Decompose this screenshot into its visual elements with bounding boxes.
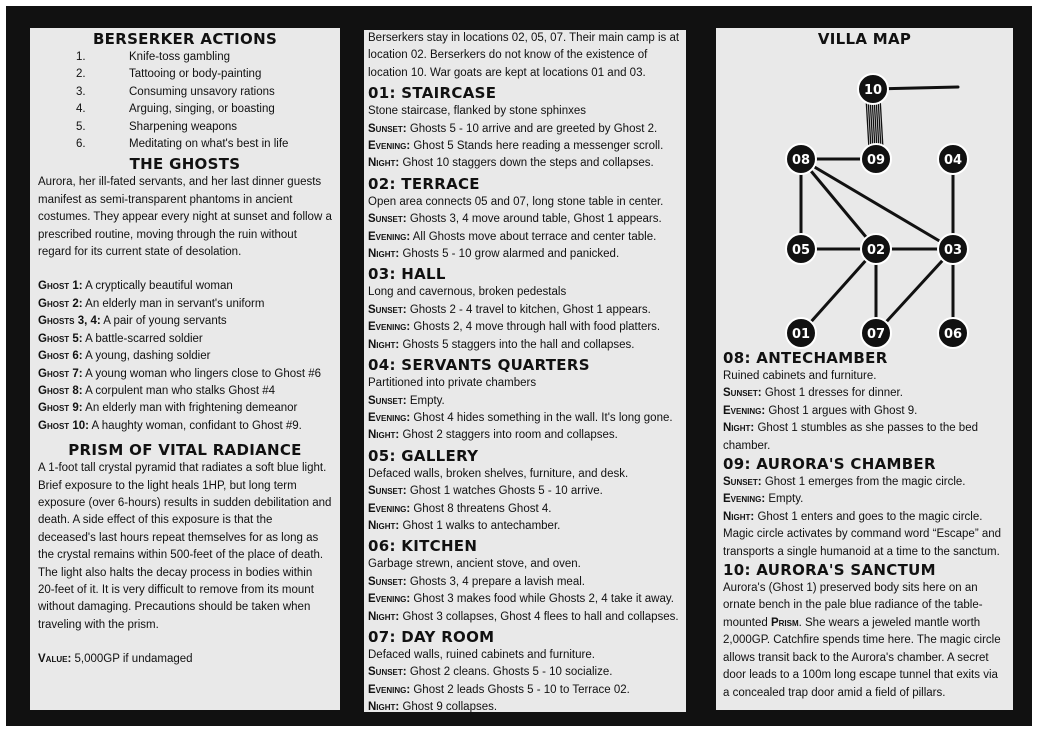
sunset-label: Sunset: bbox=[368, 575, 407, 588]
room-08-title: 08: ANTECHAMBER bbox=[723, 349, 888, 367]
ghost-label: Ghost 9: bbox=[38, 402, 83, 415]
night-label: Night: bbox=[368, 701, 400, 712]
action-item bbox=[76, 66, 332, 83]
action-number: 4. bbox=[76, 103, 86, 116]
ghost-label: Ghost 8: bbox=[38, 384, 83, 397]
room-list bbox=[368, 84, 682, 712]
room-entry bbox=[368, 356, 682, 445]
room-description: Defaced walls, broken shelves, furniture, and desk. bbox=[368, 467, 629, 480]
room-description: Open area connects 05 and 07, long stone table in center. bbox=[368, 195, 664, 208]
room-10-description bbox=[723, 580, 1006, 702]
room-10 bbox=[723, 561, 1006, 702]
night-text: Ghost 1 enters and goes to the magic circle. bbox=[754, 510, 983, 523]
room-sunset-line bbox=[368, 121, 682, 138]
room-entry bbox=[368, 447, 682, 536]
evening-label: Evening: bbox=[368, 502, 411, 515]
evening-label: Evening: bbox=[368, 230, 411, 243]
villa-map bbox=[723, 49, 1006, 349]
room-night-line bbox=[723, 509, 1006, 526]
prism-value bbox=[38, 651, 332, 668]
room-night-line bbox=[368, 609, 682, 626]
evening-label: Evening: bbox=[723, 404, 766, 417]
night-label: Night: bbox=[368, 610, 400, 623]
room-10-title: 10: AURORA'S SANCTUM bbox=[723, 561, 936, 580]
room-sunset-line bbox=[368, 664, 682, 681]
value-text: 5,000GP if undamaged bbox=[71, 653, 193, 666]
room-sunset-line bbox=[368, 302, 682, 319]
sunset-text: Ghost 2 cleans. Ghosts 5 - 10 socialize. bbox=[406, 666, 613, 679]
ghost-description: An elderly man in servant's uniform bbox=[82, 297, 265, 310]
sunset-text: Empty. bbox=[406, 394, 445, 407]
map-node-label: 04 bbox=[943, 153, 963, 168]
room-title: 04: SERVANTS QUARTERS bbox=[368, 356, 590, 375]
action-number: 3. bbox=[76, 85, 86, 98]
ghost-label: Ghost 6: bbox=[38, 350, 83, 363]
action-item bbox=[76, 136, 332, 153]
room-title: 06: KITCHEN bbox=[368, 537, 478, 556]
evening-label: Evening: bbox=[368, 411, 411, 424]
map-node-label: 01 bbox=[791, 327, 811, 342]
map-node-10 bbox=[858, 74, 888, 104]
ghost-description: A young, dashing soldier bbox=[82, 350, 211, 363]
room-night-line bbox=[368, 518, 682, 535]
night-text: Ghost 9 collapses. bbox=[399, 701, 498, 712]
evening-label: Evening: bbox=[723, 493, 766, 506]
evening-text: Ghost 5 Stands here reading a messenger scroll. bbox=[410, 140, 664, 153]
ghost-description: A haughty woman, confidant to Ghost #9. bbox=[88, 419, 302, 432]
ghost-description: A pair of young servants bbox=[100, 315, 227, 328]
action-text: Consuming unsavory rations bbox=[129, 85, 275, 98]
room-evening-line bbox=[368, 591, 682, 608]
prism-title: PRISM OF VITAL RADIANCE bbox=[68, 441, 302, 460]
ghost-label: Ghost 5: bbox=[38, 332, 83, 345]
room-08-description: Ruined cabinets and furniture. bbox=[723, 370, 877, 382]
map-node-03 bbox=[938, 234, 968, 264]
column-middle bbox=[364, 30, 686, 712]
evening-label: Evening: bbox=[368, 593, 411, 606]
ghost-entry bbox=[38, 313, 332, 330]
night-text: Ghosts 5 staggers into the hall and collapses. bbox=[399, 338, 635, 351]
room-description: Garbage strewn, ancient stove, and oven. bbox=[368, 558, 581, 571]
evening-text: Empty. bbox=[765, 493, 804, 506]
action-item bbox=[76, 84, 332, 101]
column-right bbox=[716, 28, 1013, 710]
ghost-label: Ghost 2: bbox=[38, 297, 83, 310]
room-entry bbox=[368, 175, 682, 264]
room-description: Long and cavernous, broken pedestals bbox=[368, 286, 567, 299]
room-title: 07: DAY ROOM bbox=[368, 627, 495, 646]
ghost-entry bbox=[38, 348, 332, 365]
map-node-label: 08 bbox=[791, 153, 811, 168]
berserker-actions-title: BERSERKER ACTIONS bbox=[92, 30, 278, 48]
action-item bbox=[76, 49, 332, 66]
map-node-02 bbox=[861, 234, 891, 264]
ghost-description: An elderly man with frightening demeanor bbox=[82, 402, 298, 415]
villa-map-title: VILLA MAP bbox=[817, 30, 912, 48]
room-sunset-line bbox=[368, 393, 682, 410]
sunset-text: Ghosts 3, 4 prepare a lavish meal. bbox=[406, 575, 585, 588]
room-night-line bbox=[368, 427, 682, 444]
ghost-label: Ghost 1: bbox=[38, 280, 83, 293]
room-night-line bbox=[368, 246, 682, 263]
room-10-prism-word: Prism bbox=[770, 616, 799, 629]
room-entry bbox=[368, 84, 682, 173]
room-description: Stone staircase, flanked by stone sphinxes bbox=[368, 105, 586, 118]
room-description: Defaced walls, ruined cabinets and furniture. bbox=[368, 648, 595, 661]
ghost-description: A battle-scarred soldier bbox=[82, 332, 203, 345]
ghost-label: Ghost 10: bbox=[38, 419, 89, 432]
sunset-label: Sunset: bbox=[368, 666, 407, 679]
room-entry bbox=[368, 265, 682, 354]
map-node-label: 05 bbox=[791, 243, 811, 258]
map-node-06 bbox=[938, 318, 968, 348]
ghosts-intro: Aurora, her ill-fated servants, and her last dinner guests manifest as semi-transparent phantoms in ancient costumes. They appear every night at sunset and follow a prescribed routine, moving through the ruin without regard for its current state of desolation. bbox=[38, 176, 332, 259]
evening-label: Evening: bbox=[368, 321, 411, 334]
sunset-label: Sunset: bbox=[723, 476, 762, 489]
evening-text: Ghost 2 leads Ghosts 5 - 10 to Terrace 02. bbox=[410, 683, 630, 696]
room-09-extra: Magic circle activates by command word “Escape” and transports a single humanoid at a time to the sanctum. bbox=[723, 528, 1002, 558]
room-sunset-line bbox=[368, 483, 682, 500]
berserker-locations-intro: Berserkers stay in locations 02, 05, 07. Their main camp is at location 02. Berserkers do not know of the existence of location 10. War goats are kept at locations 01 and 03. bbox=[368, 32, 680, 79]
evening-text: Ghosts 2, 4 move through hall with food platters. bbox=[410, 321, 661, 334]
map-node-09 bbox=[861, 144, 891, 174]
room-night-line bbox=[723, 420, 1006, 455]
sunset-text: Ghosts 5 - 10 arrive and are greeted by Ghost 2. bbox=[406, 122, 658, 135]
room-evening-line bbox=[368, 410, 682, 427]
night-label: Night: bbox=[368, 338, 400, 351]
room-sunset-line bbox=[723, 474, 1006, 491]
evening-label: Evening: bbox=[368, 140, 411, 153]
room-sunset-line bbox=[368, 211, 682, 228]
value-label: Value: bbox=[38, 653, 72, 666]
room-entry bbox=[368, 628, 682, 712]
night-text: Ghosts 5 - 10 grow alarmed and panicked. bbox=[399, 248, 620, 261]
room-night-line bbox=[368, 699, 682, 712]
room-evening-line bbox=[723, 491, 1006, 508]
night-label: Night: bbox=[368, 157, 400, 170]
sunset-text: Ghost 1 dresses for dinner. bbox=[761, 387, 903, 400]
night-label: Night: bbox=[368, 519, 400, 532]
room-08 bbox=[723, 349, 1006, 455]
ghost-description: A corpulent man who stalks Ghost #4 bbox=[82, 384, 276, 397]
sunset-label: Sunset: bbox=[368, 485, 407, 498]
evening-text: Ghost 3 makes food while Ghosts 2, 4 take it away. bbox=[410, 593, 674, 606]
night-text: Ghost 10 staggers down the steps and collapses. bbox=[399, 157, 654, 170]
room-title: 02: TERRACE bbox=[368, 174, 480, 193]
action-number: 5. bbox=[76, 120, 86, 133]
column-left bbox=[30, 28, 340, 710]
sunset-text: Ghost 1 emerges from the magic circle. bbox=[761, 476, 966, 489]
room-09 bbox=[723, 455, 1006, 561]
night-label: Night: bbox=[723, 422, 755, 435]
ghost-entry bbox=[38, 400, 332, 417]
sunset-text: Ghosts 3, 4 move around table, Ghost 1 appears. bbox=[406, 213, 662, 226]
sunset-text: Ghost 1 watches Ghosts 5 - 10 arrive. bbox=[406, 485, 603, 498]
map-node-04 bbox=[938, 144, 968, 174]
room-evening-line bbox=[368, 501, 682, 518]
map-node-label: 07 bbox=[866, 327, 886, 342]
evening-text: All Ghosts move about terrace and center table. bbox=[410, 230, 657, 243]
evening-text: Ghost 8 threatens Ghost 4. bbox=[410, 502, 552, 515]
night-label: Night: bbox=[368, 429, 400, 442]
ghost-description: A cryptically beautiful woman bbox=[82, 280, 233, 293]
sunset-label: Sunset: bbox=[368, 213, 407, 226]
ghost-entry bbox=[38, 296, 332, 313]
map-corridor bbox=[801, 159, 876, 249]
action-number: 2. bbox=[76, 68, 86, 81]
sunset-text: Ghosts 2 - 4 travel to kitchen, Ghost 1 appears. bbox=[406, 303, 651, 316]
sunset-label: Sunset: bbox=[723, 387, 762, 400]
sunset-label: Sunset: bbox=[368, 303, 407, 316]
evening-text: Ghost 4 hides something in the wall. It's long gone. bbox=[410, 411, 673, 424]
map-node-label: 06 bbox=[943, 327, 963, 342]
ghost-label: Ghost 7: bbox=[38, 367, 83, 380]
room-title: 03: HALL bbox=[368, 265, 446, 284]
room-title: 01: STAIRCASE bbox=[368, 84, 497, 103]
night-label: Night: bbox=[723, 510, 755, 523]
night-text: Ghost 1 walks to antechamber. bbox=[399, 519, 561, 532]
action-number: 1. bbox=[76, 51, 86, 63]
action-item bbox=[76, 119, 332, 136]
ghost-label: Ghosts 3, 4: bbox=[38, 315, 101, 328]
action-text: Sharpening weapons bbox=[129, 120, 238, 133]
room-entry bbox=[368, 537, 682, 626]
night-text: Ghost 2 staggers into room and collapses. bbox=[399, 429, 618, 442]
ghosts-list bbox=[38, 278, 332, 435]
room-sunset-line bbox=[368, 574, 682, 591]
action-number: 6. bbox=[76, 138, 86, 151]
room-10-text-b: . She wears a jeweled mantle worth 2,000GP. Catchfire spends time here. The magic circle allows transit back to the Aurora's chamber. A secret door leads to a 100m long escape tunnel that exits via a concealed trap door amid a field of pillars. bbox=[723, 616, 1001, 699]
action-item bbox=[76, 101, 332, 118]
ghost-entry bbox=[38, 383, 332, 400]
map-node-label: 10 bbox=[863, 83, 883, 98]
ghost-entry bbox=[38, 366, 332, 383]
evening-label: Evening: bbox=[368, 683, 411, 696]
ghost-description: A young woman who lingers close to Ghost #6 bbox=[82, 367, 322, 380]
action-text: Meditating on what's best in life bbox=[129, 138, 289, 151]
night-text: Ghost 1 stumbles as she passes to the bed chamber. bbox=[723, 422, 978, 452]
room-night-line bbox=[368, 337, 682, 354]
map-corridor bbox=[876, 249, 953, 333]
room-evening-line bbox=[368, 682, 682, 699]
night-text: Ghost 3 collapses, Ghost 4 flees to hall and collapses. bbox=[399, 610, 679, 623]
action-text: Knife-toss gambling bbox=[129, 51, 230, 63]
evening-text: Ghost 1 argues with Ghost 9. bbox=[765, 404, 918, 417]
ghost-entry bbox=[38, 331, 332, 348]
map-node-07 bbox=[861, 318, 891, 348]
map-corridor bbox=[801, 249, 876, 333]
room-evening-line bbox=[368, 138, 682, 155]
action-text: Arguing, singing, or boasting bbox=[129, 103, 275, 116]
berserker-actions-list bbox=[38, 49, 332, 153]
room-09-title: 09: AURORA'S CHAMBER bbox=[723, 455, 936, 474]
room-description: Partitioned into private chambers bbox=[368, 377, 537, 390]
room-10-text-a: Aurora's (Ghost 1) preserved body sits here on an ornate bench in the pale blue radiance of the table-mounted bbox=[723, 582, 983, 629]
room-evening-line bbox=[723, 403, 1006, 420]
prism-description: A 1-foot tall crystal pyramid that radiates a soft blue light. Brief exposure to the light heals 1HP, but long term exposure (over 6-hours) results in sudden debilitation and death. A side effect of this exposure is that the deceased's last hours repeat themselves for as long as the crystal remains within 500-feet of the place of death. The light also halts the decay process in bodies within 20-feet of it. It is very difficult to remove from its mount without damaging. Precautions should be taken when traveling with the prism. bbox=[38, 462, 332, 631]
ghosts-title: THE GHOSTS bbox=[129, 155, 241, 174]
map-node-label: 09 bbox=[866, 153, 886, 168]
ghost-entry bbox=[38, 418, 332, 435]
map-node-label: 03 bbox=[943, 243, 963, 258]
sunset-label: Sunset: bbox=[368, 394, 407, 407]
map-node-08 bbox=[786, 144, 816, 174]
action-text: Tattooing or body-painting bbox=[129, 68, 262, 81]
map-node-label: 02 bbox=[866, 243, 886, 258]
room-evening-line bbox=[368, 319, 682, 336]
sunset-label: Sunset: bbox=[368, 122, 407, 135]
room-title: 05: GALLERY bbox=[368, 446, 479, 465]
ghost-entry bbox=[38, 278, 332, 295]
room-night-line bbox=[368, 155, 682, 172]
map-node-01 bbox=[786, 318, 816, 348]
map-node-05 bbox=[786, 234, 816, 264]
night-label: Night: bbox=[368, 248, 400, 261]
room-evening-line bbox=[368, 229, 682, 246]
room-sunset-line bbox=[723, 385, 1006, 402]
